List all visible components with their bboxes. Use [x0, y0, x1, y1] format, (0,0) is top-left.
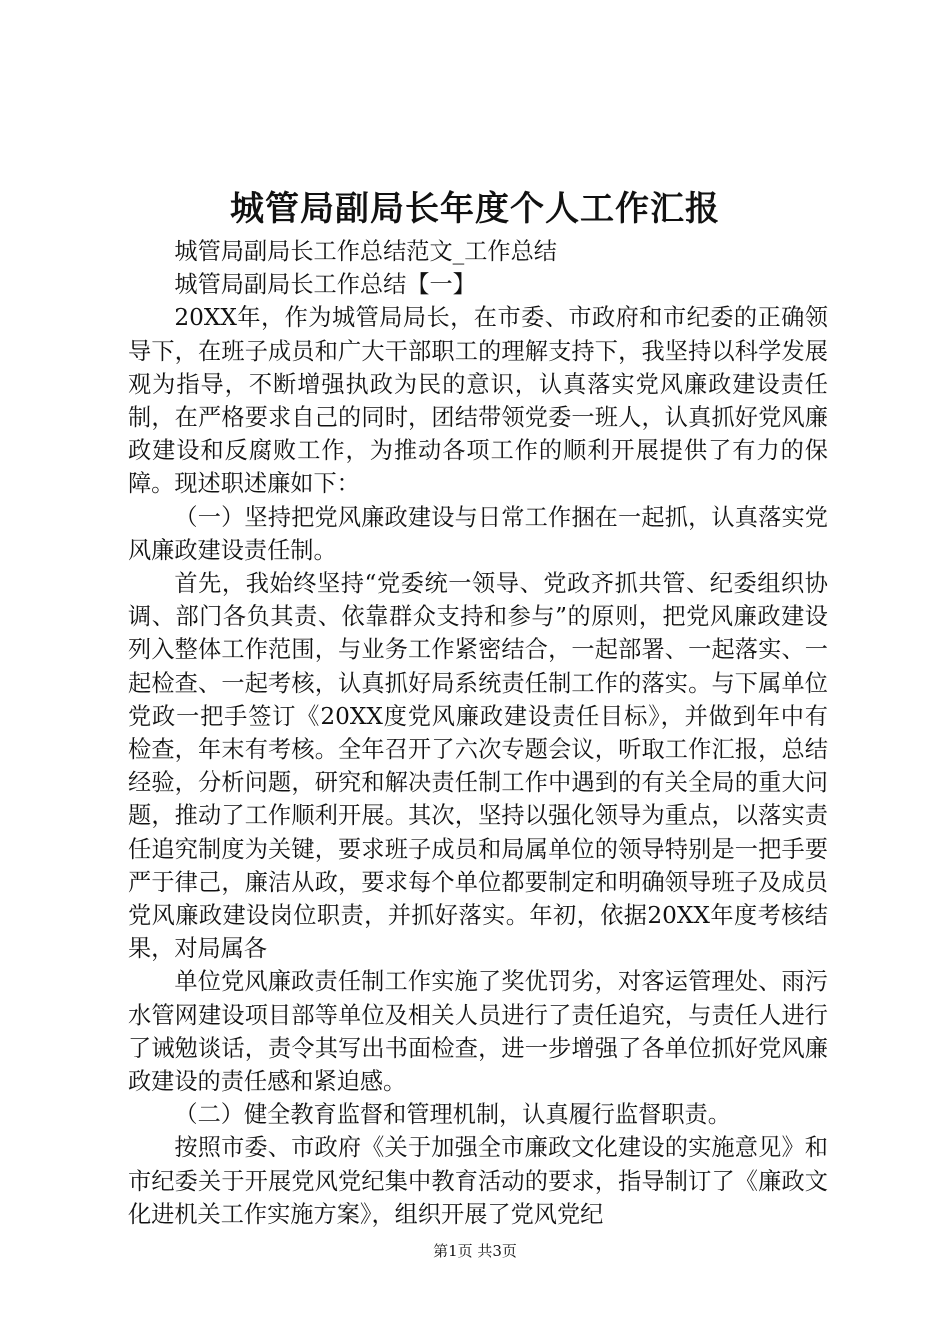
body-paragraph: 按照市委、市政府《关于加强全市廉政文化建设的实施意见》和市纪委关于开展党风党纪集中教育活动的要求，指导制订了《廉政文化进机关工作实施方案》，组织开展了党风党纪 — [128, 1134, 828, 1228]
document-body — [128, 235, 828, 1231]
section-heading: 城管局副局长工作总结【一】 — [174, 271, 476, 299]
body-paragraph: （二）健全教育监督和管理机制，认真履行监督职责。 — [174, 1101, 731, 1129]
page-number-footer: 第1页 共3页 — [433, 1242, 517, 1260]
body-paragraph: 首先，我始终坚持“党委统一领导、党政齐抓共管、纪委组织协调、部门各负其责、依靠群众支持和参与”的原则，把党风廉政建设列入整体工作范围，与业务工作紧密结合，一起部署、一起落实、一起检查、一起考核，认真抓好局系统责任制工作的落实。与下属单位党政一把手签订《20XX度党风廉政建设责任目标》，并做到年中有检查，年末有考核。全年召开了六次专题会议，听取工作汇报，总结经验，分析问题，研究和解决责任制工作中遇到的有关全局的重大问题，推动了工作顺利开展。其次，坚持以强化领导为重点，以落实责任追究制度为关键，要求班子成员和局属单位的领导特别是一把手要严于律己，廉洁从政，要求每个单位都要制定和明确领导班子及成员党风廉政建设岗位职责，并抓好落实。年初，依据20XX年度考核结果，对局属各 — [128, 570, 828, 963]
body-paragraph: （一）坚持把党风廉政建设与日常工作捆在一起抓，认真落实党风廉政建设责任制。 — [128, 503, 828, 564]
subtitle-paragraph: 城管局副局长工作总结范文_工作总结 — [174, 238, 557, 265]
document-title: 城管局副局长年度个人工作汇报 — [230, 189, 720, 229]
body-paragraph: 单位党风廉政责任制工作实施了奖优罚劣，对客运管理处、雨污水管网建设项目部等单位及相关人员进行了责任追究，与责任人进行了诫勉谈话，责令其写出书面检查，进一步增强了各单位抓好党风廉政建设的责任感和紧迫感。 — [128, 968, 828, 1096]
body-paragraph: 20XX年，作为城管局局长，在市委、市政府和市纪委的正确领导下，在班子成员和广大干部职工的理解支持下，我坚持以科学发展观为指导，不断增强执政为民的意识，认真落实党风廉政建设责任制，在严格要求自己的同时，团结带领党委一班人，认真抓好党风廉政建设和反腐败工作，为推动各项工作的顺利开展提供了有力的保障。现述职述廉如下： — [128, 304, 828, 498]
